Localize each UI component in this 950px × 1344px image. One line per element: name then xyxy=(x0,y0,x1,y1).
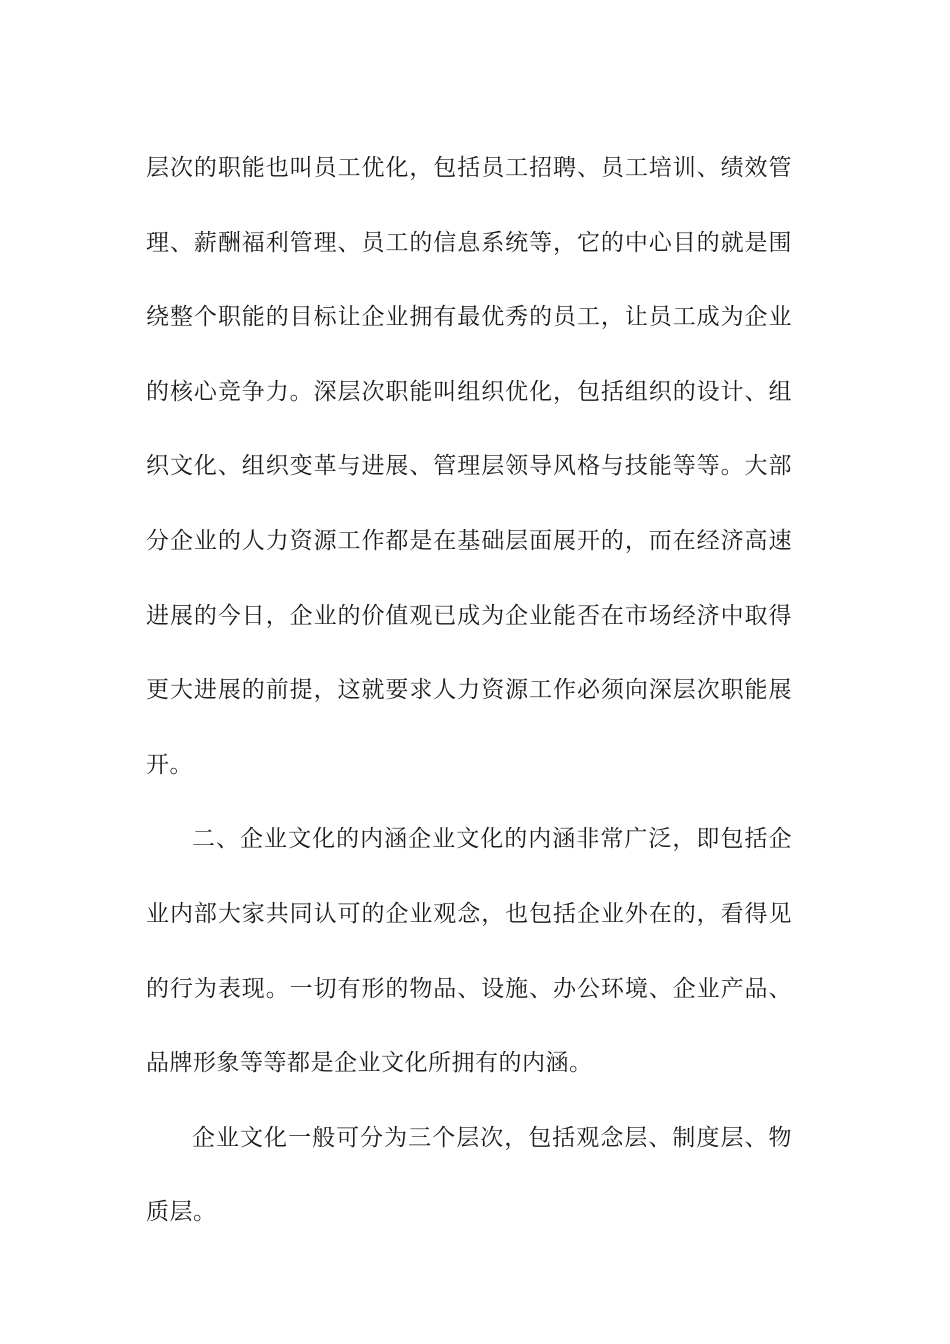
text-line: 层次的职能也叫员工优化，包括员工招聘、员工培训、绩效管 xyxy=(146,155,792,181)
text-line: 品牌形象等等都是企业文化所拥有的内涵。 xyxy=(146,1050,593,1077)
text-line: 更大进展的前提，这就要求人力资源工作必须向深层次职能展 xyxy=(146,677,792,704)
text-line: 绕整个职能的目标让企业拥有最优秀的员工，让员工成为企业 xyxy=(146,304,792,331)
text-line: 开。 xyxy=(146,751,193,778)
paragraph-culture-levels xyxy=(146,1101,792,1250)
text-line: 质层。 xyxy=(146,1199,217,1226)
document-body xyxy=(146,131,792,1250)
paragraph-hr-functions xyxy=(146,131,792,802)
text-line: 企业文化一般可分为三个层次，包括观念层、制度层、物 xyxy=(192,1124,792,1151)
text-line: 的行为表现。一切有形的物品、设施、办公环境、企业产品、 xyxy=(146,975,792,1002)
paragraph-culture-connotation xyxy=(146,802,792,1100)
text-line: 分企业的人力资源工作都是在基础层面展开的，而在经济高速 xyxy=(146,527,792,554)
text-line: 理、薪酬福利管理、员工的信息系统等，它的中心目的就是围 xyxy=(146,229,792,256)
text-line: 业内部大家共同认可的企业观念，也包括企业外在的，看得见 xyxy=(146,900,792,927)
text-line: 的核心竞争力。深层次职能叫组织优化，包括组织的设计、组 xyxy=(146,378,792,405)
text-line: 进展的今日，企业的价值观已成为企业能否在市场经济中取得 xyxy=(146,602,792,629)
text-line: 织文化、组织变革与进展、管理层领导风格与技能等等。大部 xyxy=(146,453,792,480)
text-line: 二、企业文化的内涵企业文化的内涵非常广泛，即包括企 xyxy=(192,826,792,853)
